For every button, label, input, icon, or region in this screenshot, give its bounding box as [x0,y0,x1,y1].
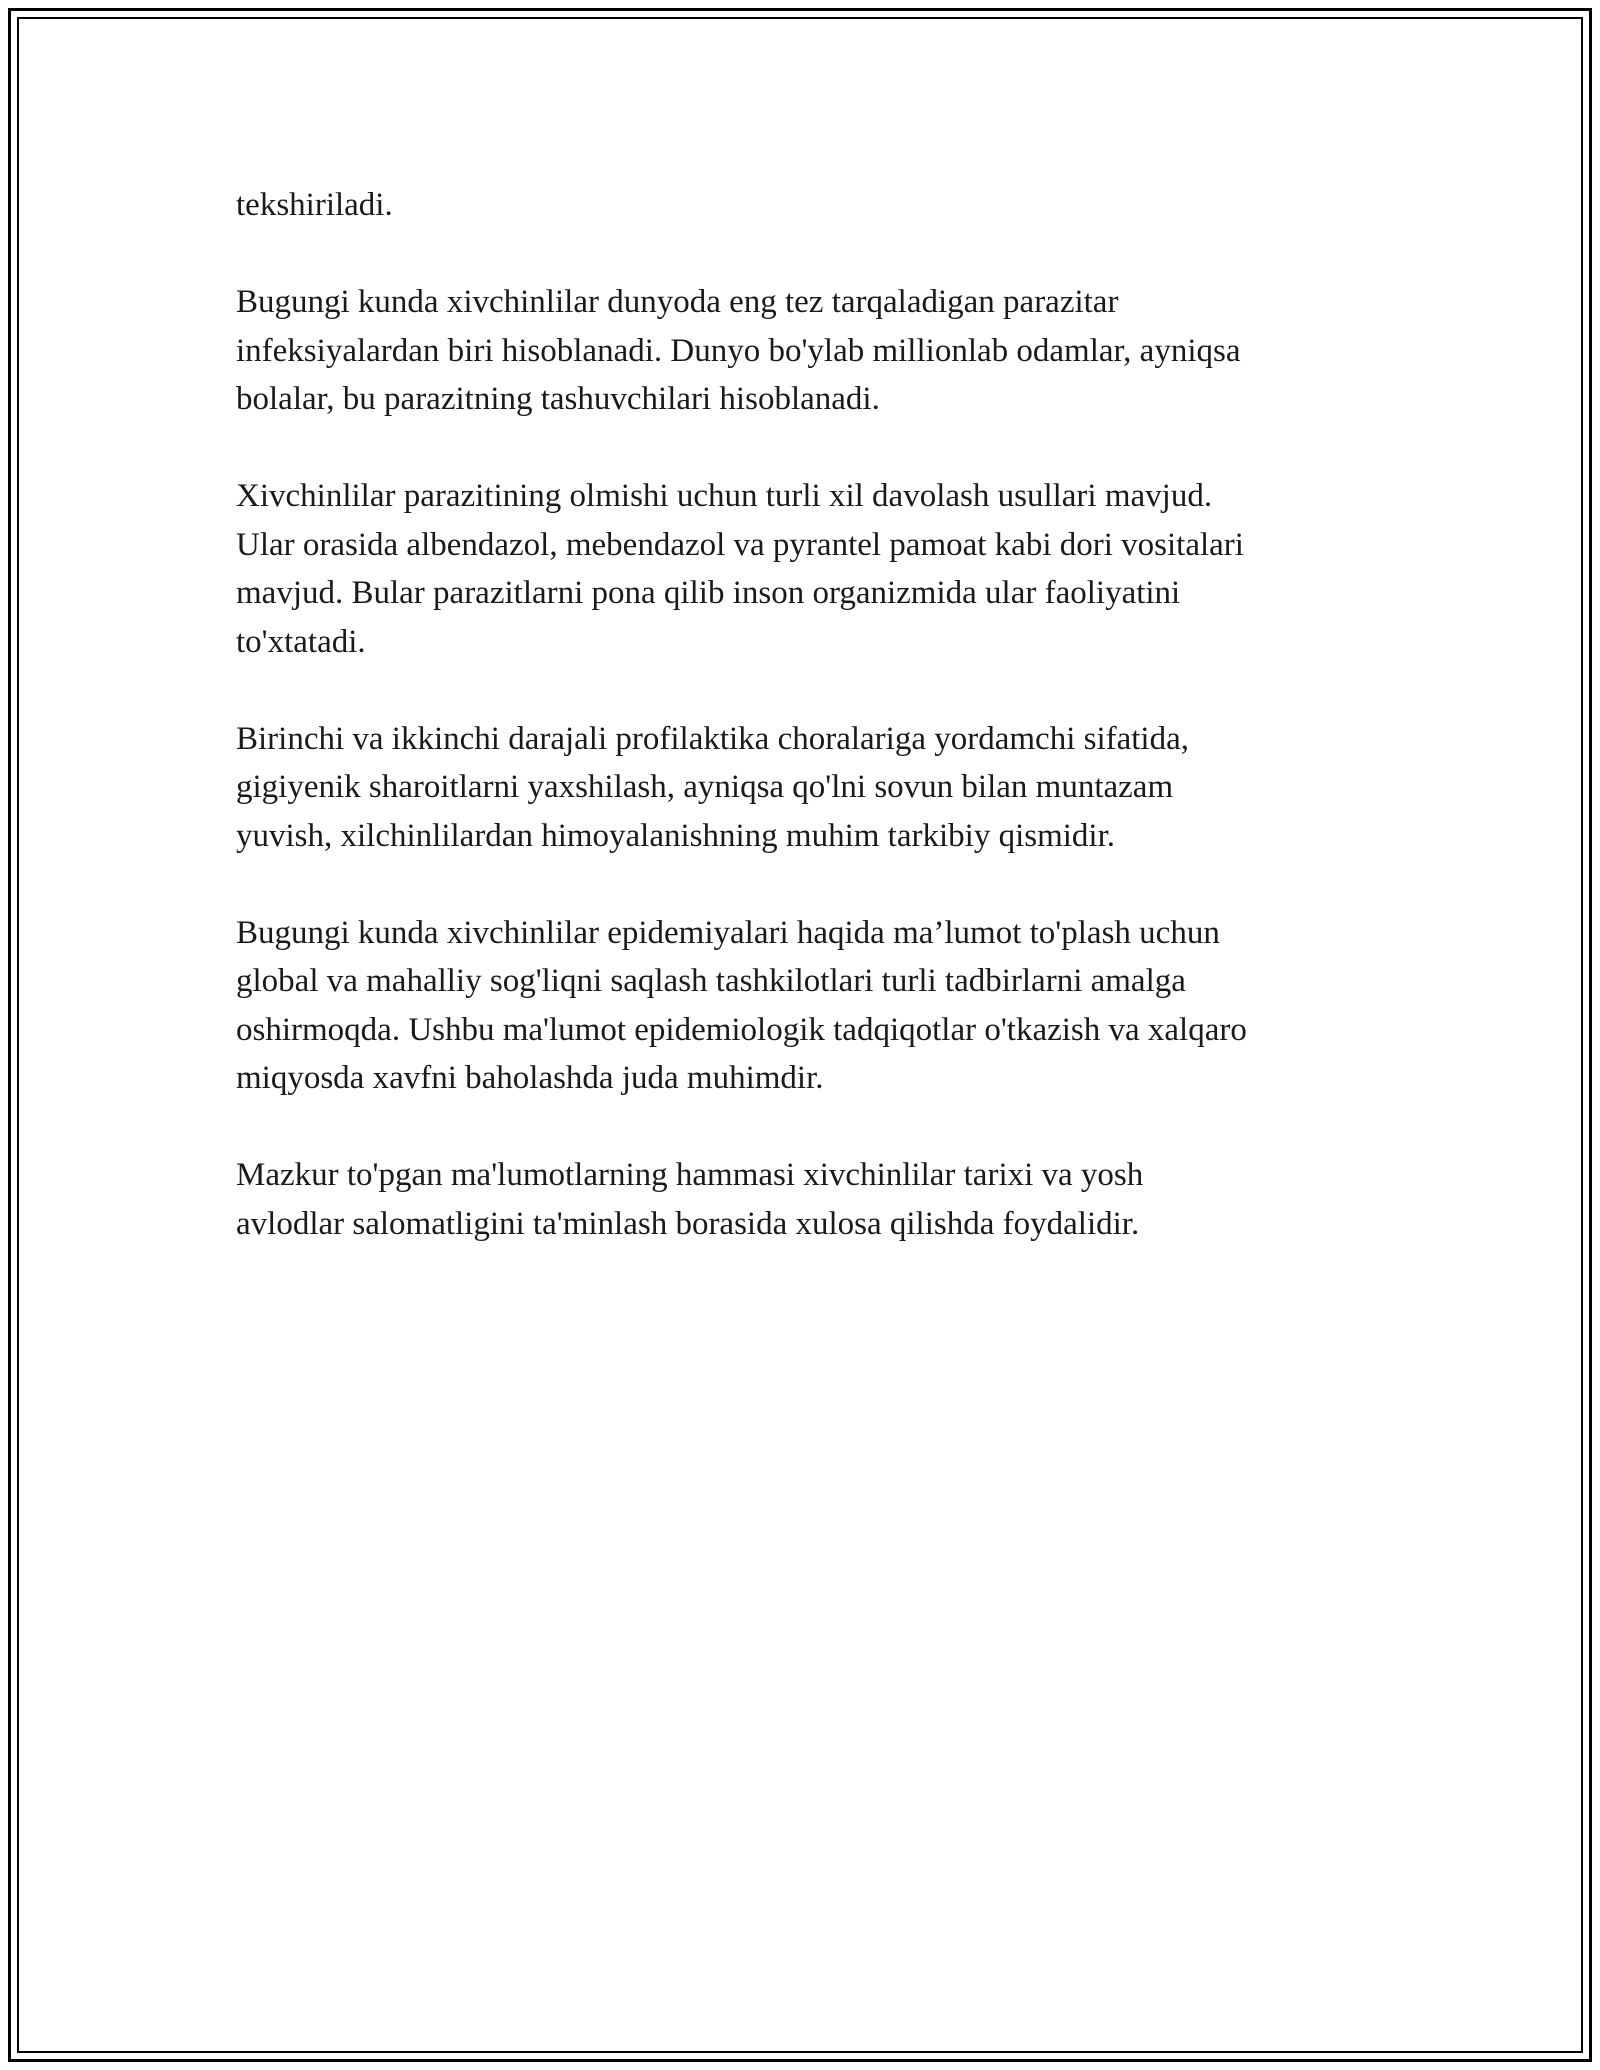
paragraph-treatment: Xivchinlilar parazitining olmishi uchun turli xil davolash usullari mavjud. Ular orasida albendazol, mebendazol va pyrantel pamoat kabi dori vositalari mavjud. Bular parazitlarni pona qilib inson organizmida ular faoliyatini to'xtatadi. [236,478,1244,660]
paragraph-epidemiology: Bugungi kunda xivchinlilar epidemiyalari haqida ma’lumot to'plash uchun global va mahalliy sog'liqni saqlash tashkilotlari turli tadbirlarni amalga oshirmoqda. Ushbu ma'lumot epidemiologik tadqiqotlar o'tkazish va xalqaro miqyosda xavfni baholashda juda muhimdir. [236,914,1247,1096]
paragraph-prevention: Birinchi va ikkinchi darajali profilaktika choralariga yordamchi sifatida, gigiyenik sharoitlarni yaxshilash, ayniqsa qo'lni sovun bilan muntazam yuvish, xilchinlilardan himoyalanishning muhim tarkibiy qismidir. [236,720,1189,854]
paragraph-prevalence: Bugungi kunda xivchinlilar dunyoda eng tez tarqaladigan parazitar infeksiyalardan biri hisoblanadi. Dunyo bo'ylab millionlab odamlar, ayniqsa bolalar, bu parazitning tashuvchilari hisoblanadi. [236,284,1241,417]
paragraph-conclusion: Mazkur to'pgan ma'lumotlarning hammasi xivchinlilar tarixi va yosh avlodlar salomatligini ta'minlash borasida xulosa qilishda foydalidir. [236,1157,1144,1242]
document-body [236,181,1376,1297]
paragraph-continuation: tekshiriladi. [236,187,393,223]
